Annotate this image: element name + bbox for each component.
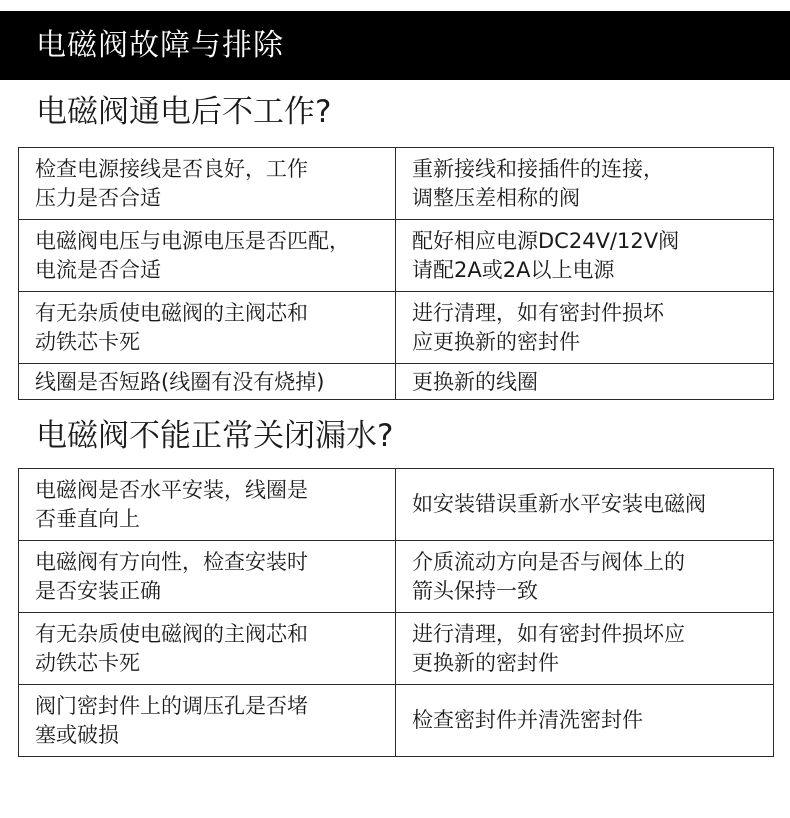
cause-cell: 电磁阀有方向性，检查安装时 是否安装正确	[19, 541, 396, 613]
table-row	[19, 148, 774, 220]
cause-cell: 有无杂质使电磁阀的主阀芯和 动铁芯卡死	[19, 292, 396, 364]
remedy-cell: 配好相应电源DC24V/12V阀 请配2A或2A以上电源	[396, 220, 774, 292]
section-heading-not-working: 电磁阀通电后不工作?	[36, 94, 332, 130]
remedy-cell: 更换新的线圈	[396, 364, 774, 400]
cause-cell: 电磁阀是否水平安装，线圈是 否垂直向上	[19, 469, 396, 541]
remedy-cell: 检查密封件并清洗密封件	[396, 685, 774, 757]
cause-cell: 线圈是否短路(线圈有没有烧掉)	[19, 364, 396, 400]
cause-cell: 阀门密封件上的调压孔是否堵 塞或破损	[19, 685, 396, 757]
remedy-cell: 进行清理，如有密封件损坏应 更换新的密封件	[396, 613, 774, 685]
table-row	[19, 364, 774, 400]
remedy-cell: 介质流动方向是否与阀体上的 箭头保持一致	[396, 541, 774, 613]
title-banner	[0, 11, 790, 80]
section-heading-leaking: 电磁阀不能正常关闭漏水?	[36, 418, 394, 454]
table-row	[19, 685, 774, 757]
cause-cell: 检查电源接线是否良好，工作 压力是否合适	[19, 148, 396, 220]
table-row	[19, 613, 774, 685]
fault-table-leaking	[18, 468, 774, 757]
page-title: 电磁阀故障与排除	[36, 27, 284, 63]
fault-table-not-working	[18, 147, 774, 400]
table-row	[19, 220, 774, 292]
remedy-cell: 重新接线和接插件的连接， 调整压差相称的阀	[396, 148, 774, 220]
table-row	[19, 292, 774, 364]
cause-cell: 有无杂质使电磁阀的主阀芯和 动铁芯卡死	[19, 613, 396, 685]
table-row	[19, 469, 774, 541]
remedy-cell: 进行清理，如有密封件损坏 应更换新的密封件	[396, 292, 774, 364]
table-row	[19, 541, 774, 613]
cause-cell: 电磁阀电压与电源电压是否匹配， 电流是否合适	[19, 220, 396, 292]
remedy-cell: 如安装错误重新水平安装电磁阀	[396, 469, 774, 541]
